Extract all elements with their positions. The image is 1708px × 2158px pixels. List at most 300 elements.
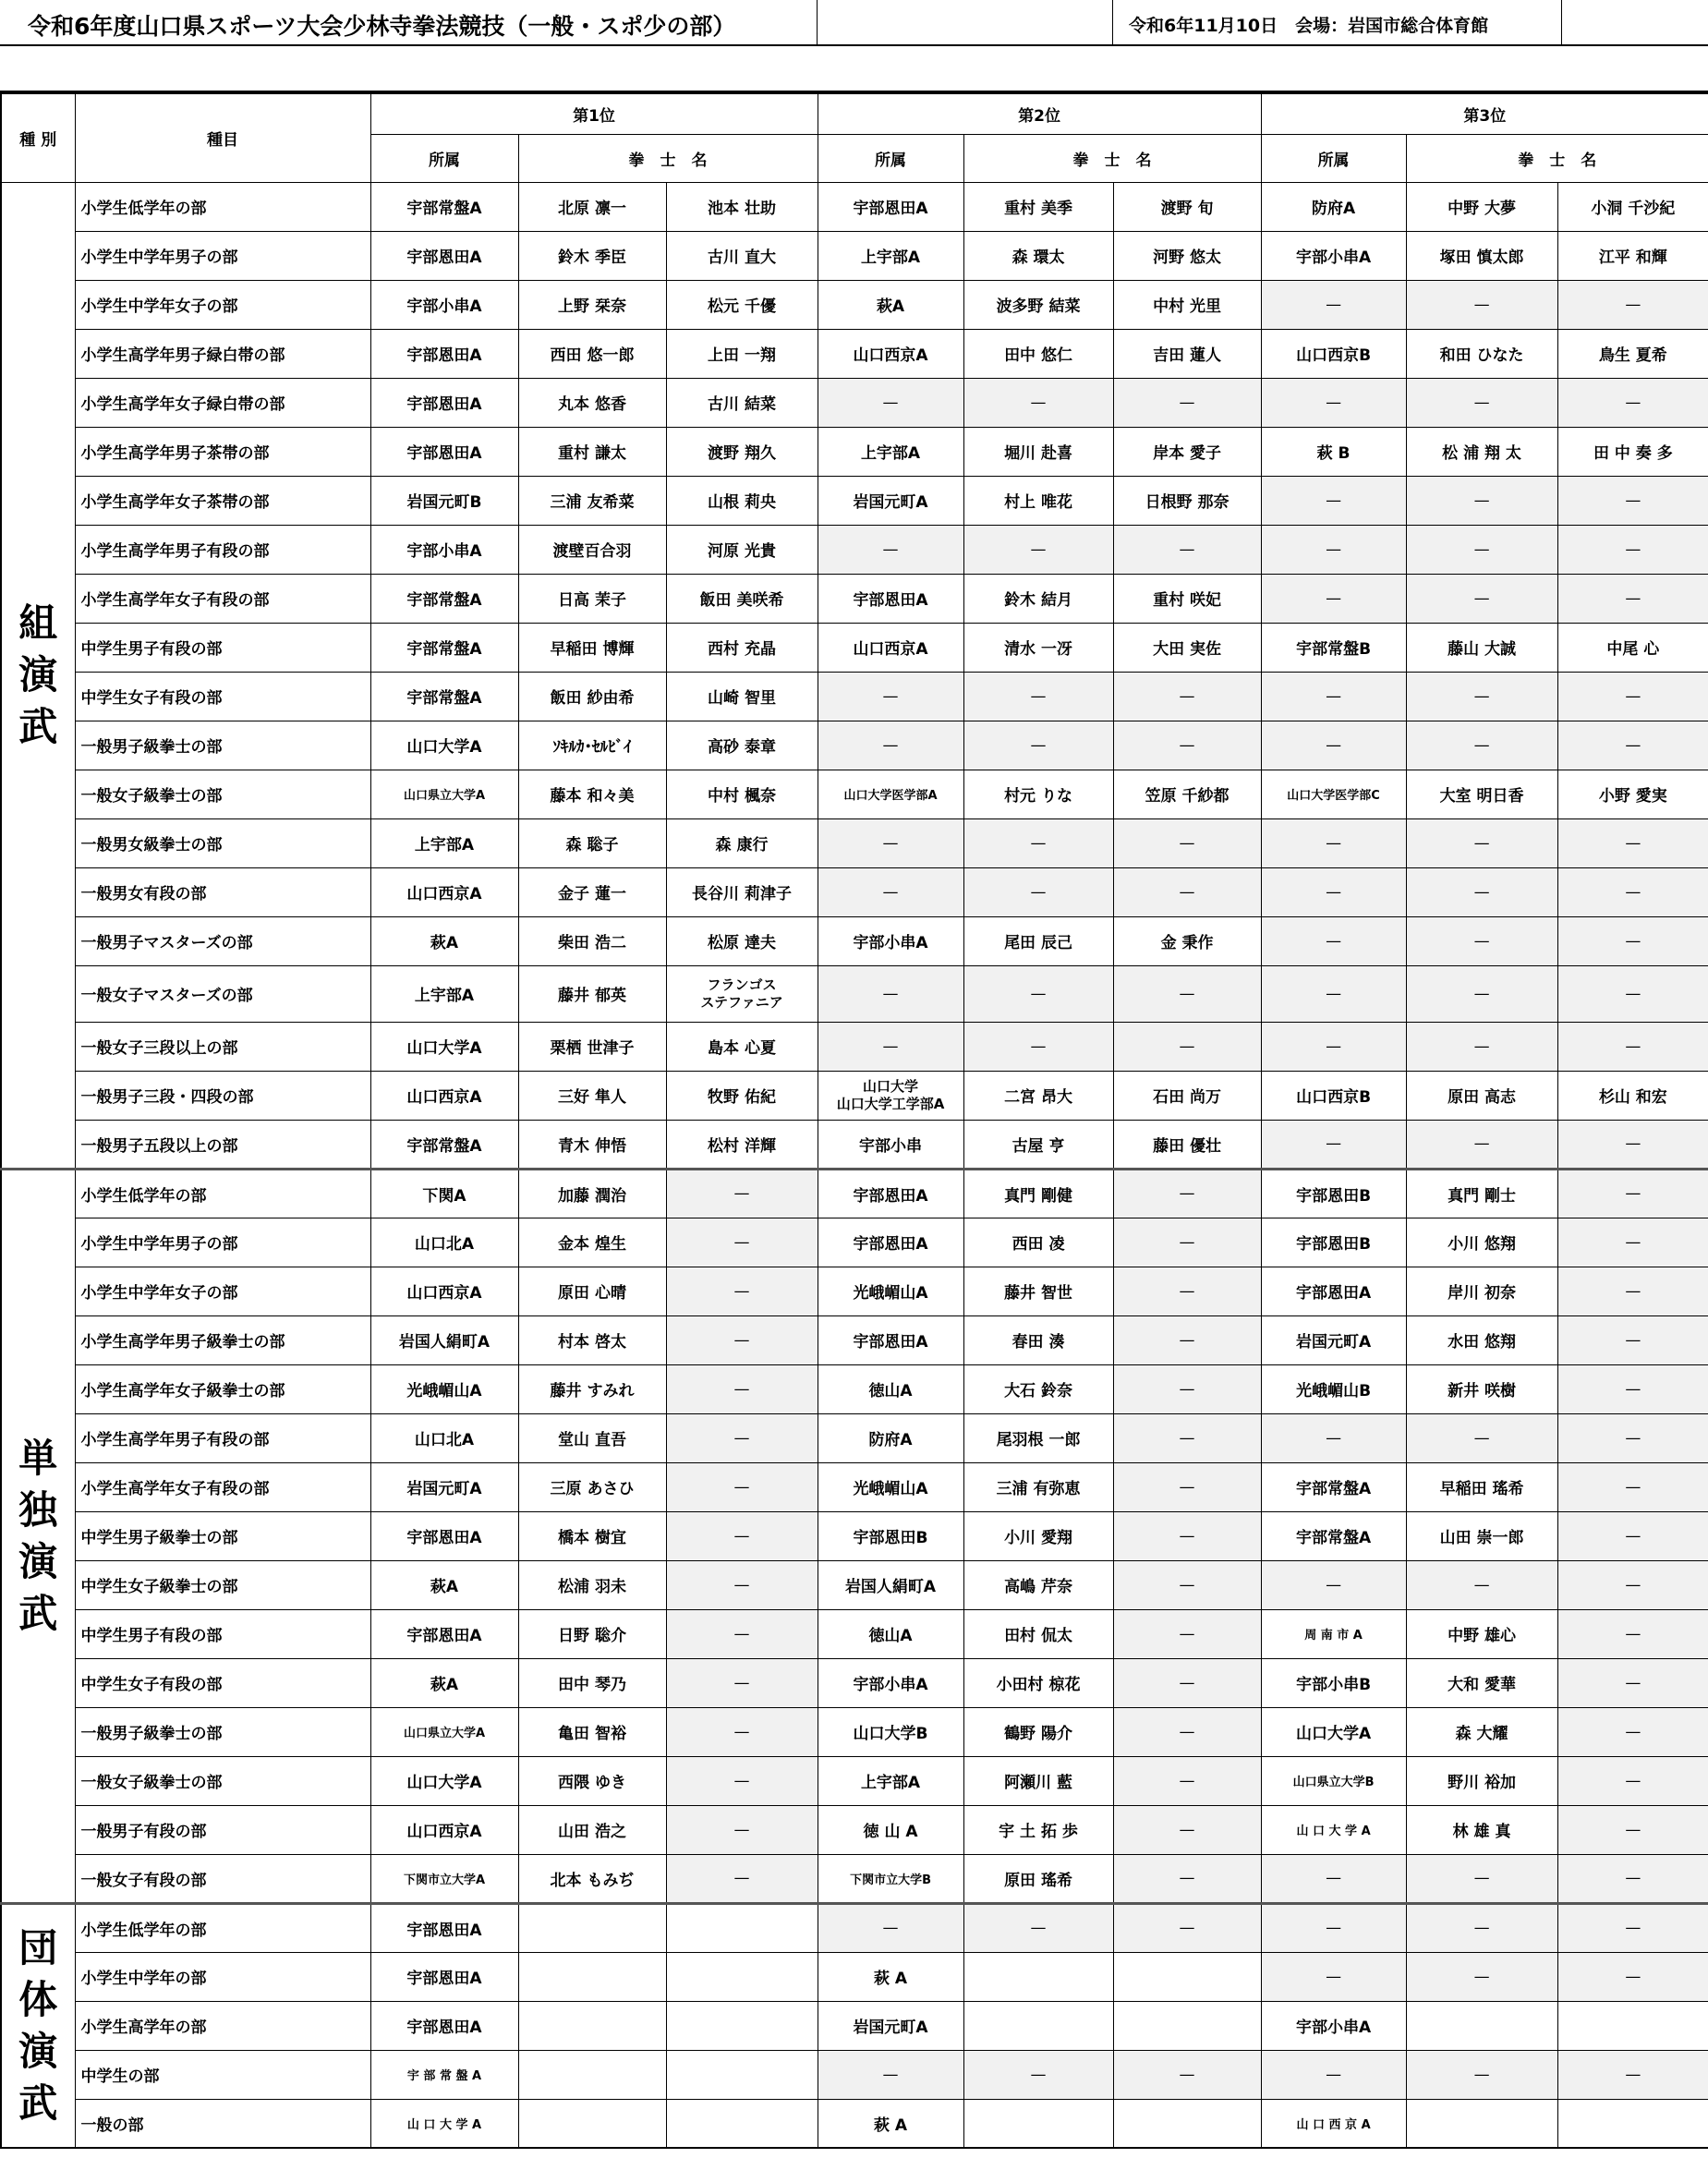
- name-cell: [963, 1952, 1113, 2001]
- name-cell: —: [1113, 1022, 1261, 1071]
- affiliation-cell: 宇部常盤B: [1261, 623, 1406, 672]
- name-cell: [666, 2050, 818, 2099]
- name-cell: 小田村 椋花: [963, 1658, 1113, 1707]
- name-cell: 山崎 智里: [666, 672, 818, 721]
- name-cell: 原田 心晴: [518, 1267, 666, 1315]
- table-row: [1, 476, 1708, 525]
- name-cell: —: [1113, 1658, 1261, 1707]
- event-name: 中学生男子有段の部: [75, 1609, 370, 1658]
- affiliation-cell: 岩国元町A: [370, 1462, 518, 1511]
- affiliation-cell: 宇部小串A: [1261, 2001, 1406, 2050]
- name-cell: 田村 侃太: [963, 1609, 1113, 1658]
- name-cell: 阿瀬川 藍: [963, 1756, 1113, 1805]
- date-venue: 令和6年11月10日 会場：岩国市総合体育館: [1129, 16, 1489, 36]
- name-cell: 金本 煌生: [518, 1218, 666, 1267]
- table-row: [1, 818, 1708, 867]
- event-name: 小学生高学年女子茶帯の部: [75, 476, 370, 525]
- affiliation-cell: 光峨嵋山A: [818, 1462, 963, 1511]
- name-cell: 石田 尚万: [1113, 1071, 1261, 1120]
- name-cell: 山根 莉央: [666, 476, 818, 525]
- name-cell: 小野 愛実: [1557, 770, 1708, 818]
- name-cell: 森 康行: [666, 818, 818, 867]
- event-name: 一般男子級拳士の部: [75, 721, 370, 770]
- name-cell: —: [1557, 672, 1708, 721]
- name-cell: —: [666, 1462, 818, 1511]
- name-cell: —: [1557, 1315, 1708, 1364]
- event-name: 小学生高学年女子有段の部: [75, 1462, 370, 1511]
- name-cell: 松原 達夫: [666, 916, 818, 965]
- name-header: 拳 士 名: [1406, 134, 1708, 182]
- affiliation-cell: 周 南 市 A: [1261, 1609, 1406, 1658]
- event-header: 種目: [75, 93, 370, 182]
- name-cell: 吉田 蓮人: [1113, 329, 1261, 378]
- name-cell: 村元 りな: [963, 770, 1113, 818]
- name-cell: —: [1557, 818, 1708, 867]
- event-name: 一般男子五段以上の部: [75, 1120, 370, 1169]
- affiliation-cell: 山口西京A: [370, 867, 518, 916]
- affiliation-cell: 宇部恩田A: [370, 329, 518, 378]
- affiliation-cell: —: [1261, 1903, 1406, 1952]
- affiliation-cell: 山口大学医学部C: [1261, 770, 1406, 818]
- table-row: [1, 280, 1708, 329]
- name-cell: —: [1113, 1315, 1261, 1364]
- affiliation-cell: 山 口 大 学 A: [1261, 1805, 1406, 1854]
- name-cell: —: [1557, 1560, 1708, 1609]
- affiliation-cell: 萩A: [370, 1658, 518, 1707]
- event-name: 一般男女級拳士の部: [75, 818, 370, 867]
- affiliation-cell: 宇部小串B: [1261, 1658, 1406, 1707]
- blank-row: [0, 46, 1708, 92]
- affiliation-cell: 宇部恩田B: [818, 1511, 963, 1560]
- name-cell: —: [963, 818, 1113, 867]
- name-cell: [1113, 2001, 1261, 2050]
- affiliation-cell: 山口県立大学A: [370, 1707, 518, 1756]
- name-cell: 橋本 樹宜: [518, 1511, 666, 1560]
- table-row: [1, 378, 1708, 427]
- affiliation-cell: 宇部常盤A: [1261, 1511, 1406, 1560]
- name-cell: 大和 愛華: [1406, 1658, 1557, 1707]
- table-row: [1, 1267, 1708, 1315]
- name-cell: 藤本 和々美: [518, 770, 666, 818]
- name-cell: —: [1557, 1218, 1708, 1267]
- affiliation-cell: 上宇部A: [370, 818, 518, 867]
- affiliation-cell: 宇部常盤A: [1261, 1462, 1406, 1511]
- name-cell: 島本 心夏: [666, 1022, 818, 1071]
- table-row: [1, 182, 1708, 231]
- table-row: [1, 1413, 1708, 1462]
- affiliation-cell: —: [818, 378, 963, 427]
- table-row: [1, 770, 1708, 818]
- affiliation-cell: —: [1261, 525, 1406, 574]
- name-cell: [518, 2099, 666, 2148]
- name-header: 拳 士 名: [518, 134, 818, 182]
- name-cell: 西田 悠一郎: [518, 329, 666, 378]
- table-row: [1, 2001, 1708, 2050]
- name-cell: 尾羽根 一郎: [963, 1413, 1113, 1462]
- name-cell: —: [666, 1364, 818, 1413]
- name-cell: [518, 1903, 666, 1952]
- affiliation-cell: 徳山A: [818, 1364, 963, 1413]
- name-cell: [518, 2001, 666, 2050]
- name-cell: 池本 壮助: [666, 182, 818, 231]
- name-cell: —: [963, 672, 1113, 721]
- name-cell: 古川 結菜: [666, 378, 818, 427]
- name-cell: —: [1406, 2050, 1557, 2099]
- affiliation-cell: 宇部小串A: [818, 916, 963, 965]
- affiliation-cell: 萩A: [370, 1560, 518, 1609]
- name-cell: —: [1406, 1120, 1557, 1169]
- name-cell: —: [1557, 1805, 1708, 1854]
- affiliation-cell: 宇部恩田A: [370, 2001, 518, 2050]
- name-cell: —: [1406, 1952, 1557, 2001]
- name-cell: —: [1557, 721, 1708, 770]
- name-cell: 渡野 旬: [1113, 182, 1261, 231]
- name-cell: —: [1557, 280, 1708, 329]
- name-cell: —: [1406, 1903, 1557, 1952]
- name-cell: —: [1113, 1560, 1261, 1609]
- name-cell: —: [1113, 1218, 1261, 1267]
- table-row: [1, 1854, 1708, 1903]
- name-cell: —: [963, 525, 1113, 574]
- name-cell: 北原 凛一: [518, 182, 666, 231]
- affiliation-cell: —: [1261, 1560, 1406, 1609]
- affiliation-cell: 山口西京A: [370, 1071, 518, 1120]
- section-label: 団 体 演 武: [1, 1903, 75, 2148]
- name-cell: —: [1557, 1022, 1708, 1071]
- name-cell: 中村 楓奈: [666, 770, 818, 818]
- affiliation-cell: 宇部恩田A: [370, 378, 518, 427]
- name-cell: [666, 2001, 818, 2050]
- name-cell: —: [666, 1218, 818, 1267]
- name-cell: —: [1557, 1120, 1708, 1169]
- name-cell: 田中 琴乃: [518, 1658, 666, 1707]
- affiliation-cell: 山口西京B: [1261, 329, 1406, 378]
- event-name: 一般の部: [75, 2099, 370, 2148]
- name-cell: [963, 2001, 1113, 2050]
- name-cell: 田中 悠仁: [963, 329, 1113, 378]
- affiliation-cell: 防府A: [1261, 182, 1406, 231]
- event-name: 小学生中学年女子の部: [75, 280, 370, 329]
- name-cell: —: [1113, 2050, 1261, 2099]
- affiliation-header: 所属: [1261, 134, 1406, 182]
- name-cell: 飯田 紗由希: [518, 672, 666, 721]
- event-name: 小学生高学年女子有段の部: [75, 574, 370, 623]
- kind-header: 種 別: [1, 93, 75, 182]
- event-name: 中学生男子級拳士の部: [75, 1511, 370, 1560]
- name-cell: 春田 湊: [963, 1315, 1113, 1364]
- table-row: [1, 1805, 1708, 1854]
- name-cell: —: [1406, 818, 1557, 867]
- affiliation-cell: 徳 山 A: [818, 1805, 963, 1854]
- affiliation-cell: 上宇部A: [818, 1756, 963, 1805]
- affiliation-cell: —: [1261, 916, 1406, 965]
- name-cell: —: [666, 1707, 818, 1756]
- affiliation-cell: —: [1261, 867, 1406, 916]
- name-cell: 藤井 郁英: [518, 965, 666, 1022]
- affiliation-cell: —: [1261, 721, 1406, 770]
- name-cell: —: [1557, 1413, 1708, 1462]
- affiliation-cell: 宇部小串A: [370, 525, 518, 574]
- event-name: 小学生中学年の部: [75, 1952, 370, 2001]
- name-cell: —: [666, 1315, 818, 1364]
- affiliation-cell: 宇部常盤A: [370, 1120, 518, 1169]
- affiliation-cell: 山口大学 山口大学工学部A: [818, 1071, 963, 1120]
- place1-header: 第1位: [370, 93, 818, 134]
- affiliation-cell: 山口西京A: [370, 1267, 518, 1315]
- affiliation-cell: 萩 A: [818, 2099, 963, 2148]
- name-cell: —: [1113, 525, 1261, 574]
- event-name: 小学生高学年女子緑白帯の部: [75, 378, 370, 427]
- table-row: [1, 1218, 1708, 1267]
- name-cell: [1113, 2099, 1261, 2148]
- name-cell: 藤井 智世: [963, 1267, 1113, 1315]
- name-cell: —: [1113, 1413, 1261, 1462]
- name-cell: —: [1113, 1609, 1261, 1658]
- name-cell: 鈴木 結月: [963, 574, 1113, 623]
- name-cell: 北本 もみぢ: [518, 1854, 666, 1903]
- table-row: [1, 721, 1708, 770]
- table-row: [1, 1120, 1708, 1169]
- affiliation-cell: 宇部恩田A: [370, 1952, 518, 2001]
- name-cell: 重村 美季: [963, 182, 1113, 231]
- affiliation-cell: —: [1261, 1952, 1406, 2001]
- name-cell: —: [1557, 378, 1708, 427]
- affiliation-cell: 宇部恩田A: [370, 427, 518, 476]
- name-cell: —: [1557, 525, 1708, 574]
- name-cell: —: [1113, 1854, 1261, 1903]
- affiliation-cell: —: [1261, 1120, 1406, 1169]
- affiliation-cell: 山口西京A: [370, 1805, 518, 1854]
- name-cell: —: [1113, 965, 1261, 1022]
- affiliation-cell: 宇部恩田B: [1261, 1218, 1406, 1267]
- affiliation-cell: 萩A: [818, 280, 963, 329]
- event-name: 中学生の部: [75, 2050, 370, 2099]
- affiliation-cell: 岩国人絹町A: [818, 1560, 963, 1609]
- table-row: [1, 1609, 1708, 1658]
- name-cell: —: [1406, 867, 1557, 916]
- name-cell: 小洞 千沙紀: [1557, 182, 1708, 231]
- name-cell: —: [1406, 721, 1557, 770]
- affiliation-cell: 宇部常盤A: [370, 182, 518, 231]
- affiliation-cell: 宇部恩田A: [370, 1903, 518, 1952]
- name-cell: [1406, 2099, 1557, 2148]
- event-name: 中学生女子有段の部: [75, 1658, 370, 1707]
- name-cell: 柴田 浩二: [518, 916, 666, 965]
- name-cell: 岸本 愛子: [1113, 427, 1261, 476]
- name-cell: 日根野 那奈: [1113, 476, 1261, 525]
- table-row: [1, 1462, 1708, 1511]
- affiliation-cell: 防府A: [818, 1413, 963, 1462]
- name-cell: 古屋 亨: [963, 1120, 1113, 1169]
- name-cell: —: [1113, 721, 1261, 770]
- name-cell: ｿｷﾙｶ･ｾﾙﾋﾞｲ: [518, 721, 666, 770]
- name-cell: —: [1406, 1022, 1557, 1071]
- affiliation-cell: —: [818, 818, 963, 867]
- table-row: [1, 1952, 1708, 2001]
- name-cell: 村上 唯花: [963, 476, 1113, 525]
- name-cell: 松 浦 翔 太: [1406, 427, 1557, 476]
- name-cell: 三浦 有弥恵: [963, 1462, 1113, 1511]
- name-cell: 上野 栞奈: [518, 280, 666, 329]
- table-row: [1, 1658, 1708, 1707]
- name-cell: 山田 崇一郎: [1406, 1511, 1557, 1560]
- name-cell: 森 環太: [963, 231, 1113, 280]
- name-cell: 堀川 赴喜: [963, 427, 1113, 476]
- name-cell: —: [666, 1756, 818, 1805]
- table-row: [1, 672, 1708, 721]
- page-title: 令和6年度山口県スポーツ大会少林寺拳法競技（一般・スポ少の部）: [28, 13, 736, 40]
- name-cell: 加藤 潤治: [518, 1169, 666, 1218]
- event-name: 小学生中学年男子の部: [75, 1218, 370, 1267]
- name-cell: 真門 剛士: [1406, 1169, 1557, 1218]
- affiliation-cell: 山 口 大 学 A: [370, 2099, 518, 2148]
- table-row: [1, 867, 1708, 916]
- name-cell: 早稲田 瑤希: [1406, 1462, 1557, 1511]
- name-cell: [963, 2099, 1113, 2148]
- table-row: [1, 1707, 1708, 1756]
- name-cell: [666, 1903, 818, 1952]
- affiliation-cell: 宇 部 常 盤 A: [370, 2050, 518, 2099]
- name-cell: —: [1406, 965, 1557, 1022]
- name-cell: 三浦 友希菜: [518, 476, 666, 525]
- name-cell: —: [1406, 476, 1557, 525]
- place3-header: 第3位: [1261, 93, 1708, 134]
- name-cell: 鳥生 夏希: [1557, 329, 1708, 378]
- name-cell: 上田 一翔: [666, 329, 818, 378]
- event-name: 一般男子級拳士の部: [75, 1707, 370, 1756]
- results-body: [1, 182, 1708, 2148]
- name-cell: 原田 高志: [1406, 1071, 1557, 1120]
- affiliation-cell: 徳山A: [818, 1609, 963, 1658]
- affiliation-cell: 山口西京B: [1261, 1071, 1406, 1120]
- name-cell: [1113, 1952, 1261, 2001]
- event-name: 一般女子三段以上の部: [75, 1022, 370, 1071]
- name-cell: 中野 大夢: [1406, 182, 1557, 231]
- name-cell: —: [1557, 1658, 1708, 1707]
- affiliation-cell: 宇部恩田A: [818, 1218, 963, 1267]
- name-cell: —: [1113, 1903, 1261, 1952]
- name-cell: —: [1113, 818, 1261, 867]
- affiliation-cell: 宇部小串A: [370, 280, 518, 329]
- event-name: 中学生女子有段の部: [75, 672, 370, 721]
- name-cell: [666, 1952, 818, 2001]
- name-cell: —: [1406, 1854, 1557, 1903]
- table-row: [1, 231, 1708, 280]
- name-cell: 森 聡子: [518, 818, 666, 867]
- affiliation-cell: 宇部小串A: [1261, 231, 1406, 280]
- event-name: 小学生低学年の部: [75, 1903, 370, 1952]
- name-cell: 三原 あさひ: [518, 1462, 666, 1511]
- name-cell: 田 中 奏 多: [1557, 427, 1708, 476]
- table-row: [1, 1315, 1708, 1364]
- place2-header: 第2位: [818, 93, 1261, 134]
- table-row: [1, 1022, 1708, 1071]
- name-cell: 青木 伸悟: [518, 1120, 666, 1169]
- name-cell: 二宮 昂大: [963, 1071, 1113, 1120]
- name-cell: [666, 2099, 818, 2148]
- name-cell: 金子 蓮一: [518, 867, 666, 916]
- name-cell: 渡壁百合羽: [518, 525, 666, 574]
- name-cell: —: [1557, 1169, 1708, 1218]
- affiliation-cell: —: [1261, 574, 1406, 623]
- name-cell: 古川 直大: [666, 231, 818, 280]
- name-cell: 鶴野 陽介: [963, 1707, 1113, 1756]
- name-cell: [518, 1952, 666, 2001]
- affiliation-cell: —: [818, 965, 963, 1022]
- name-cell: 塚田 慎太郎: [1406, 231, 1557, 280]
- affiliation-cell: 岩国元町B: [370, 476, 518, 525]
- event-name: 一般女子級拳士の部: [75, 1756, 370, 1805]
- affiliation-cell: 山口大学医学部A: [818, 770, 963, 818]
- event-name: 小学生高学年男子級拳士の部: [75, 1315, 370, 1364]
- table-row: [1, 1071, 1708, 1120]
- affiliation-cell: 宇部恩田A: [818, 182, 963, 231]
- event-name: 一般女子マスターズの部: [75, 965, 370, 1022]
- name-cell: —: [1113, 1462, 1261, 1511]
- event-name: 小学生低学年の部: [75, 1169, 370, 1218]
- name-cell: 西村 充晶: [666, 623, 818, 672]
- affiliation-cell: 岩国元町A: [818, 2001, 963, 2050]
- title-bar: [0, 0, 1708, 46]
- affiliation-cell: —: [1261, 1022, 1406, 1071]
- affiliation-cell: 山口大学B: [818, 1707, 963, 1756]
- results-table: [0, 92, 1708, 2149]
- event-name: 小学生高学年女子級拳士の部: [75, 1364, 370, 1413]
- event-name: 一般男子マスターズの部: [75, 916, 370, 965]
- name-cell: —: [666, 1413, 818, 1462]
- affiliation-header: 所属: [370, 134, 518, 182]
- name-cell: —: [1113, 672, 1261, 721]
- event-name: 一般男女有段の部: [75, 867, 370, 916]
- name-cell: 早稲田 博輝: [518, 623, 666, 672]
- name-cell: 金 秉作: [1113, 916, 1261, 965]
- name-cell: 小川 愛翔: [963, 1511, 1113, 1560]
- name-cell: 和田 ひなた: [1406, 329, 1557, 378]
- name-cell: 河原 光貴: [666, 525, 818, 574]
- event-name: 小学生中学年男子の部: [75, 231, 370, 280]
- name-cell: 栗栖 世津子: [518, 1022, 666, 1071]
- name-cell: —: [1406, 574, 1557, 623]
- affiliation-cell: 宇部恩田A: [370, 1511, 518, 1560]
- name-cell: 松浦 羽未: [518, 1560, 666, 1609]
- name-cell: 岸川 初奈: [1406, 1267, 1557, 1315]
- name-cell: —: [963, 1903, 1113, 1952]
- name-cell: —: [1406, 280, 1557, 329]
- table-row: [1, 329, 1708, 378]
- name-cell: —: [1557, 1854, 1708, 1903]
- name-cell: 重村 謙太: [518, 427, 666, 476]
- name-cell: フランゴス ステファニア: [666, 965, 818, 1022]
- event-name: 小学生高学年男子緑白帯の部: [75, 329, 370, 378]
- name-cell: —: [666, 1560, 818, 1609]
- affiliation-cell: —: [1261, 1854, 1406, 1903]
- affiliation-cell: 下関市立大学A: [370, 1854, 518, 1903]
- name-cell: 村本 啓太: [518, 1315, 666, 1364]
- name-cell: —: [1113, 1805, 1261, 1854]
- name-cell: —: [1557, 1267, 1708, 1315]
- event-name: 小学生高学年男子茶帯の部: [75, 427, 370, 476]
- name-cell: 鈴木 季臣: [518, 231, 666, 280]
- name-cell: —: [1113, 1169, 1261, 1218]
- name-cell: 中野 雄心: [1406, 1609, 1557, 1658]
- name-cell: 藤山 大誠: [1406, 623, 1557, 672]
- name-cell: 渡野 翔久: [666, 427, 818, 476]
- name-cell: 林 雄 真: [1406, 1805, 1557, 1854]
- affiliation-cell: —: [1261, 476, 1406, 525]
- affiliation-cell: 山口北A: [370, 1218, 518, 1267]
- name-cell: [1557, 2099, 1708, 2148]
- event-name: 小学生高学年男子有段の部: [75, 525, 370, 574]
